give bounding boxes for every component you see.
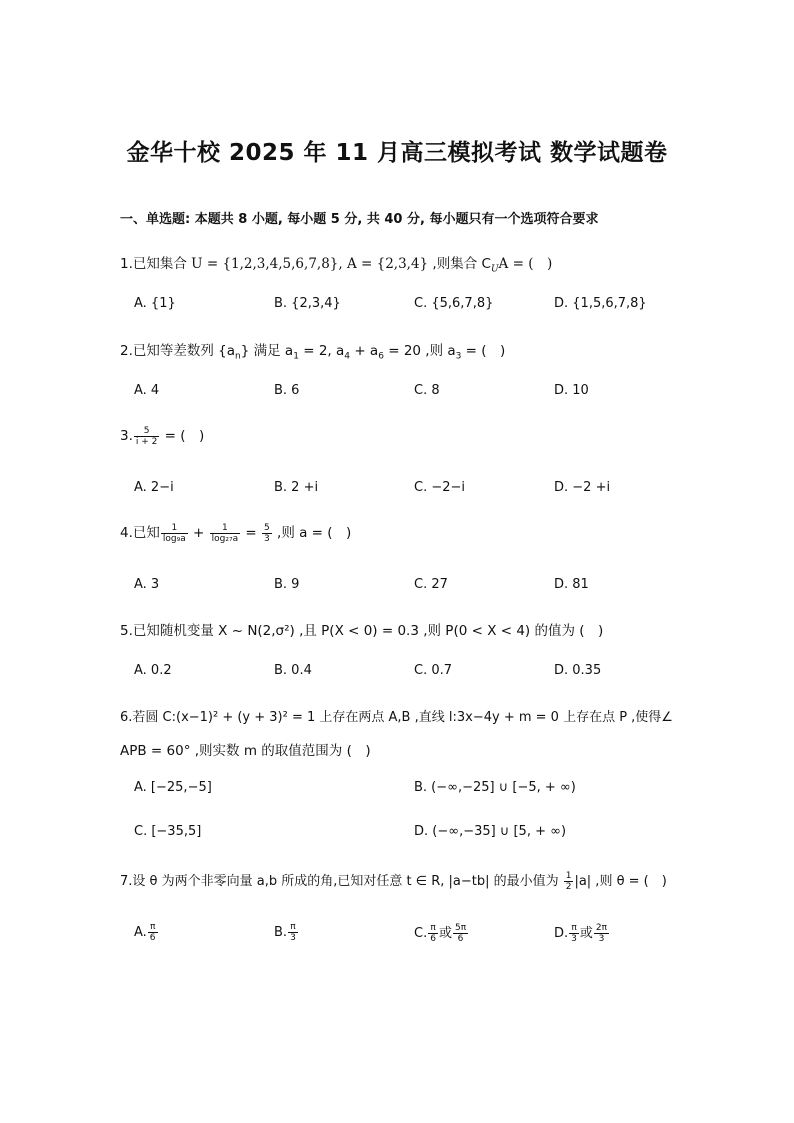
q2-sub-2: 1 xyxy=(293,351,299,362)
question-6-stem-line-1: 6.若圆 C:(x−1)² + (y + 3)² = 1 上存在两点 A,B ,直线 l:3x−4y + m = 0 上存在点 P ,使得∠ xyxy=(120,710,673,725)
q7-c-num2: 5π xyxy=(454,923,467,933)
q1-stem-tail: A = ( ) xyxy=(498,256,553,272)
q7-d-label: D. xyxy=(554,926,569,941)
q4-stem-prefix: 4.已知 xyxy=(120,525,160,541)
q5-option-a[interactable]: A. 0.2 xyxy=(134,663,172,678)
q7-stem-prefix: 7.设 θ 为两个非零向量 a,b 所成的角,已知对任意 t ∈ R, |a−tb| 的最小值为 xyxy=(120,874,563,889)
q4-frac3-den: 3 xyxy=(264,533,270,544)
q7-c-den: 6 xyxy=(430,934,436,944)
q7-c-fraction-1 xyxy=(428,923,438,944)
question-5-stem: 5.已知随机变量 X ~ N(2,σ²) ,且 P(X < 0) = 0.3 ,则 P(0 < X < 4) 的值为 ( ) xyxy=(120,623,604,639)
q3-fraction xyxy=(134,426,160,447)
q4-frac3-num: 5 xyxy=(264,522,270,533)
question-3-stem xyxy=(120,424,204,447)
q3-option-d[interactable]: D. −2 +i xyxy=(554,480,611,495)
q1-option-a[interactable]: A. {1} xyxy=(134,296,176,311)
page-title: 金华十校 2025 年 11 月高三模拟考试 数学试题卷 xyxy=(126,140,668,166)
q7-d-num: π xyxy=(569,923,579,934)
q7-c-num: π xyxy=(428,923,438,934)
q3-stem-prefix: 3. xyxy=(120,428,133,444)
question-7-stem xyxy=(120,870,667,892)
q1-option-d[interactable]: D. {1,5,6,7,8} xyxy=(554,296,647,311)
q4-option-d[interactable]: D. 81 xyxy=(554,577,589,592)
q4-frac2-den: log₂₇a xyxy=(211,533,239,544)
q3-option-a[interactable]: A. 2−i xyxy=(134,480,174,495)
q4-fraction-1 xyxy=(161,523,188,544)
q6-option-c[interactable]: C. [−35,5] xyxy=(134,824,202,839)
q7-d-num2: 2π xyxy=(595,923,608,933)
q7-d-den: 3 xyxy=(571,934,577,944)
q6-option-d[interactable]: D. (−∞,−35] ∪ [5, + ∞) xyxy=(414,824,567,839)
q7-option-d[interactable] xyxy=(554,922,610,944)
section-heading: 一、单选题: 本题共 8 小题, 每小题 5 分, 共 40 分, 每小题只有一个选项符合要求 xyxy=(120,212,599,227)
q2-stem-mid4: = 20 ,则 a xyxy=(383,343,456,359)
q2-option-b[interactable]: B. 6 xyxy=(274,383,300,398)
q4-option-a[interactable]: A. 3 xyxy=(134,577,160,592)
question-1-stem xyxy=(120,252,552,275)
q1-option-b[interactable]: B. {2,3,4} xyxy=(274,296,341,311)
q7-a-label: A. xyxy=(134,925,147,940)
q7-stem-tail: |a| ,则 θ = ( ) xyxy=(574,874,667,889)
q7-b-fraction xyxy=(288,922,298,943)
q1-stem-math: U = {1,2,3,4,5,6,7,8}, A = {2,3,4} xyxy=(191,256,429,272)
q7-c-or: 或 xyxy=(438,926,452,941)
q2-stem-mid2: = 2, a xyxy=(298,343,345,359)
q2-sub-5: 3 xyxy=(455,351,462,362)
q2-option-a[interactable]: A. 4 xyxy=(134,383,160,398)
q7-option-a[interactable] xyxy=(134,922,159,943)
q4-fraction-3 xyxy=(262,523,272,544)
q3-option-c[interactable]: C. −2−i xyxy=(414,480,466,495)
question-4-stem: 4.已知 $\frac{1}{\text{log₉a}}$ + $\frac{1}{\text{log₂₇a}}$ = $\frac{5}{3}$ ,则 a = ( ) xyxy=(120,522,352,544)
q7-a-num: π xyxy=(148,922,158,933)
q6-option-a[interactable]: A. [−25,−5] xyxy=(134,780,212,795)
q2-stem-prefix: 2.已知等差数列 {a xyxy=(120,343,236,359)
q7-c-label: C. xyxy=(414,926,428,941)
q5-option-b[interactable]: B. 0.4 xyxy=(274,663,312,678)
q7-b-den: 3 xyxy=(290,933,296,943)
q1-option-c[interactable]: C. {5,6,7,8} xyxy=(414,296,494,311)
q2-sub-4: 6 xyxy=(378,351,384,362)
q4-stem-tail: ,则 a = ( ) xyxy=(272,525,352,541)
q6-option-b[interactable]: B. (−∞,−25] ∪ [−5, + ∞) xyxy=(414,780,576,795)
q7-a-fraction xyxy=(148,922,158,943)
q7-option-c[interactable] xyxy=(414,922,469,944)
q1-stem-prefix: 1.已知集合 xyxy=(120,256,192,272)
question-6-stem-line-2: APB = 60° ,则实数 m 的取值范围为 ( ) xyxy=(120,743,371,759)
q7-d-fraction-2 xyxy=(594,923,609,944)
q2-stem-mid: } 满足 a xyxy=(240,343,294,359)
q7-d-den2: 3 xyxy=(598,934,605,944)
q3-stem-tail: = ( ) xyxy=(160,428,205,444)
q3-option-b[interactable]: B. 2 +i xyxy=(274,480,319,495)
q4-frac1-den: log₉a xyxy=(162,533,186,544)
q4-frac2-num: 1 xyxy=(210,523,240,534)
q2-sub-1: n xyxy=(235,351,241,362)
q4-option-b[interactable]: B. 9 xyxy=(274,577,300,592)
q7-c-fraction-2 xyxy=(453,923,468,944)
question-2-stem xyxy=(120,339,505,362)
q7-b-label: B. xyxy=(274,925,288,940)
q7-frac-num: 1 xyxy=(565,871,572,881)
q5-option-c[interactable]: C. 0.7 xyxy=(414,663,453,678)
q4-frac1-num: 1 xyxy=(161,523,188,534)
q4-fraction-2 xyxy=(210,523,240,544)
q2-option-d[interactable]: D. 10 xyxy=(554,383,589,398)
q1-stem-sub: U xyxy=(490,264,499,275)
q7-fraction xyxy=(564,871,574,892)
q7-c-den2: 6 xyxy=(457,934,464,944)
q7-option-b[interactable] xyxy=(274,922,299,943)
q2-stem-tail: = ( ) xyxy=(461,343,506,359)
q3-frac-den: i + 2 xyxy=(135,436,158,447)
q3-frac-num: 5 xyxy=(134,426,160,437)
q4-option-c[interactable]: C. 27 xyxy=(414,577,448,592)
q2-option-c[interactable]: C. 8 xyxy=(414,383,440,398)
q2-sub-3: 4 xyxy=(344,351,351,362)
q5-option-d[interactable]: D. 0.35 xyxy=(554,663,602,678)
q7-b-num: π xyxy=(288,922,298,933)
q7-d-fraction-1 xyxy=(569,923,579,944)
q2-stem-mid3: + a xyxy=(350,343,379,359)
q7-d-or: 或 xyxy=(579,926,593,941)
q7-frac-den: 2 xyxy=(565,882,572,892)
q7-a-den: 6 xyxy=(149,933,156,943)
q1-stem-suffix: ,则集合 C xyxy=(428,256,491,272)
